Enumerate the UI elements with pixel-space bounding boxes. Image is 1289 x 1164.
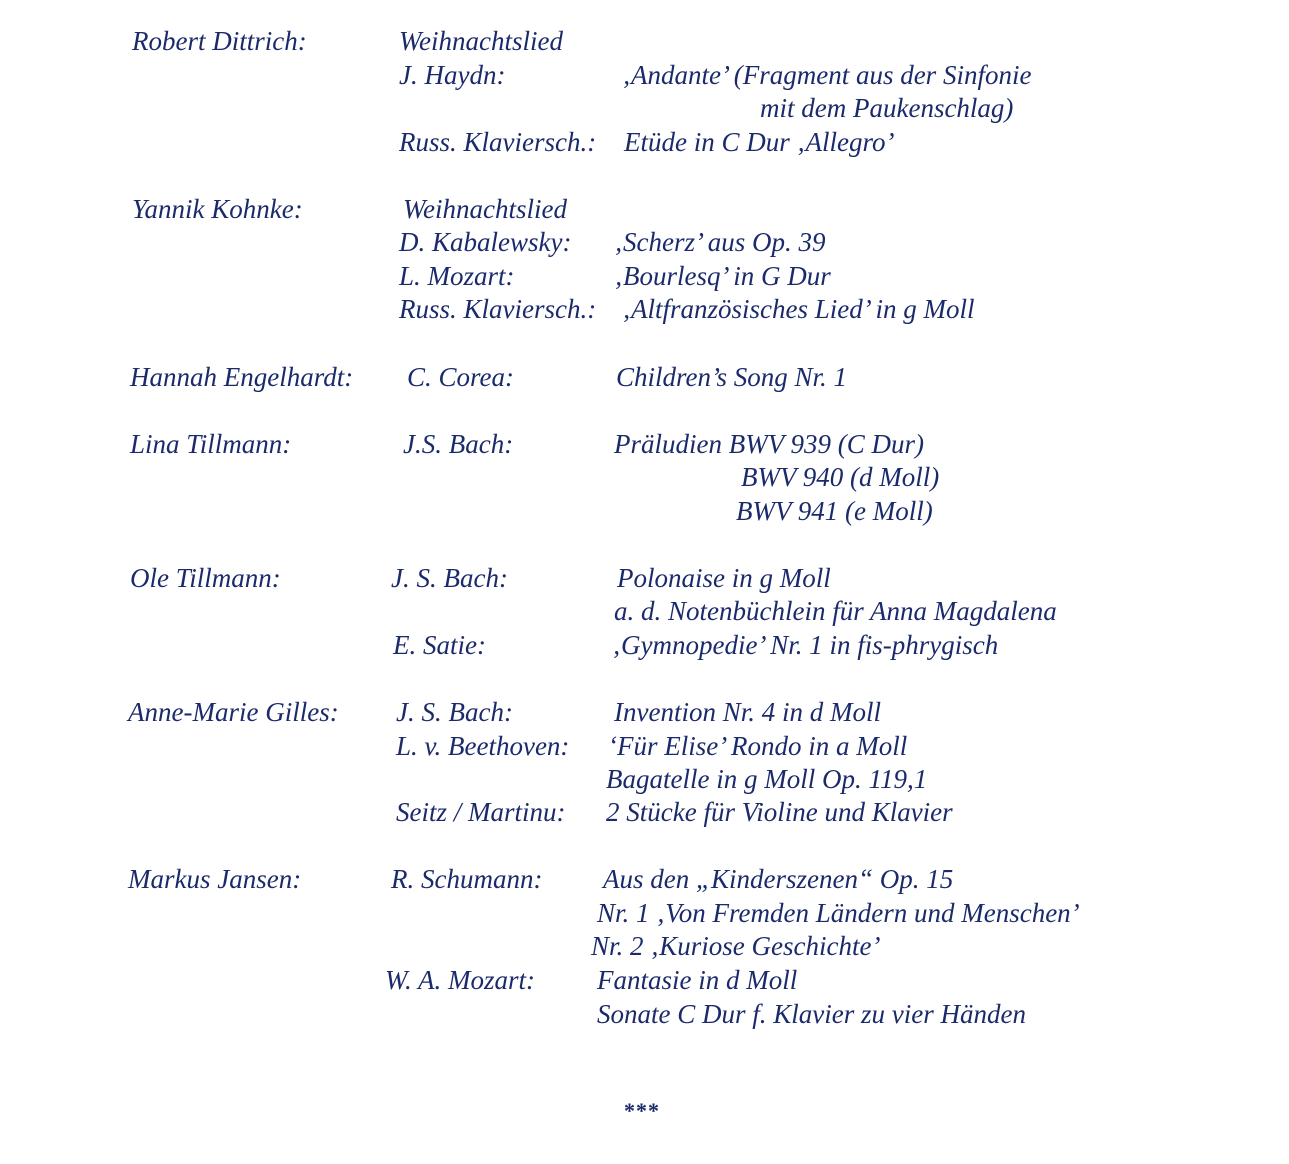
piece-title: Nr. 2 ‚Kuriose Geschichte’ [591,931,881,961]
piece-title: BWV 941 (e Moll) [736,496,933,526]
piece-title: Aus den „Kinderszenen“ Op. 15 [603,864,954,894]
composer-name: Weihnachtslied [403,194,567,224]
performer-name: Markus Jansen: [128,864,302,894]
composer-name: Seitz / Martinu: [396,797,566,827]
piece-title: ‚Altfranzösisches Lied’ in g Moll [622,294,975,324]
piece-title: Invention Nr. 4 in d Moll [614,697,881,727]
performer-name: Anne-Marie Gilles: [128,697,339,727]
performer-name: Ole Tillmann: [130,563,281,593]
performer-name: Robert Dittrich: [132,26,307,56]
composer-name: J. Haydn: [399,60,506,90]
piece-title: Nr. 1 ‚Von Fremden Ländern und Menschen’ [597,898,1080,928]
piece-title: Präludien BWV 939 (C Dur) [614,429,924,459]
piece-title: Polonaise in g Moll [617,563,831,593]
piece-title: Fantasie in d Moll [597,965,798,995]
composer-name: D. Kabalewsky: [399,227,572,257]
piece-title: a. d. Notenbüchlein für Anna Magdalena [614,596,1057,626]
composer-name: J.S. Bach: [403,429,514,459]
composer-name: J. S. Bach: [396,697,513,727]
piece-title: Sonate C Dur f. Klavier zu vier Händen [597,999,1026,1029]
piece-title: ‚Scherz’ aus Op. 39 [614,227,826,257]
performer-name: Yannik Kohnke: [132,194,303,224]
composer-name: C. Corea: [407,362,514,392]
composer-name: L. v. Beethoven: [396,731,570,761]
piece-title: BWV 940 (d Moll) [741,462,940,492]
composer-name: Weihnachtslied [399,26,563,56]
piece-title: ‚Gymnopedie’ Nr. 1 in fis-phrygisch [612,630,999,660]
composer-name: Russ. Klaviersch.: [399,294,597,324]
composer-name: Russ. Klaviersch.: [399,127,597,157]
performer-name: Lina Tillmann: [130,429,292,459]
piece-title: ‘Für Elise’ Rondo in a Moll [608,731,908,761]
piece-title: ‚Bourlesq’ in G Dur [614,261,831,291]
piece-title: ‚Andante’ (Fragment aus der Sinfonie [622,60,1032,90]
composer-name: R. Schumann: [391,864,543,894]
composer-name: J. S. Bach: [391,563,508,593]
performer-name: Hannah Engelhardt: [130,362,354,392]
piece-title: mit dem Paukenschlag) [760,93,1014,123]
piece-title: Etüde in C Dur ‚Allegro’ [624,127,895,157]
piece-title: 2 Stücke für Violine und Klavier [606,797,953,827]
composer-name: E. Satie: [393,630,486,660]
composer-name: L. Mozart: [399,261,515,291]
composer-name: W. A. Mozart: [385,965,536,995]
piece-title: Children’s Song Nr. 1 [616,362,848,392]
section-separator: *** [624,1098,660,1123]
piece-title: Bagatelle in g Moll Op. 119,1 [606,764,928,794]
